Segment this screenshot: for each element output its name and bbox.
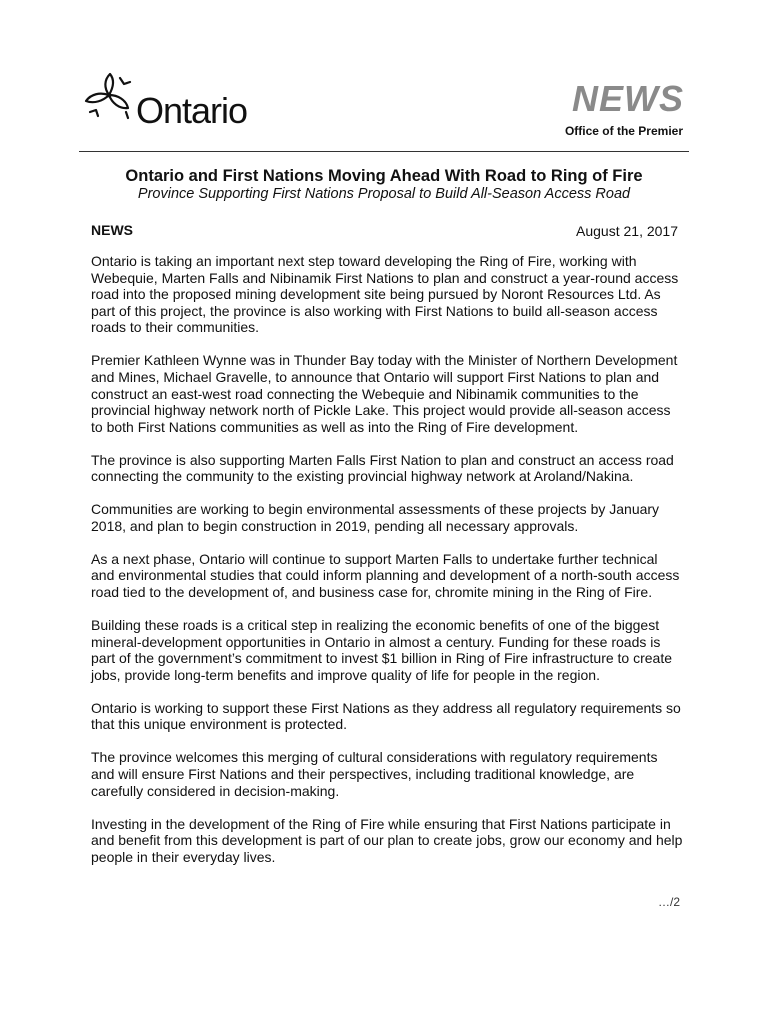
paragraph: Building these roads is a critical step in realizing the economic benefits of one of the biggest mineral-development opportunities in Ontario in almost a century. Funding for these roads is part of the government’s commitment to invest $1 billion in Ring of Fire infrastructure to create jobs, provide long-term benefits and improve quality of life for people in the region.	[91, 617, 673, 683]
paragraph: Ontario is working to support these First Nations as they address all regulatory requirements so that this unique environment is protected.	[91, 699, 681, 733]
paragraph: Investing in the development of the Ring of Fire while ensuring that First Nations participate in and benefit from this development is part of our plan to create jobs, grow our economy and help people in their everyday lives.	[91, 815, 683, 865]
paragraph: The province is also supporting Marten Falls First Nation to plan and construct an access road connecting the community to the existing provincial highway network at Aroland/Nakina.	[91, 451, 674, 485]
paragraph: Communities are working to begin environmental assessments of these projects by January 2018, and plan to begin construction in 2019, pending all necessary approvals.	[91, 501, 660, 534]
news-mark: NEWS	[572, 78, 684, 119]
release-label: NEWS	[91, 222, 133, 238]
logo-wordmark: Ontario	[136, 90, 248, 131]
header-divider	[79, 151, 689, 152]
office-name: Office of the Premier	[564, 124, 683, 138]
headline: Ontario and First Nations Moving Ahead With Road to Ring of Fire	[125, 167, 643, 185]
paragraph: As a next phase, Ontario will continue to support Marten Falls to undertake further technical and environmental studies that could inform planning and development of a north-south access road tied to the development of, and business case for, chromite mining in the Ring of Fire.	[91, 550, 680, 601]
paragraph: The province welcomes this merging of cultural considerations with regulatory requirements and will ensure First Nations and their perspectives, including traditional knowledge, are carefully considered in decision-making.	[91, 749, 658, 799]
release-body	[91, 253, 683, 882]
trillium-icon	[82, 68, 138, 128]
paragraph: Ontario is taking an important next step toward developing the Ring of Fire, working with Webequie, Marten Falls and Nibinamik First Nations to plan and construct a year-round access road into the proposed mining development site being pursued by Noront Resources Ltd. As part of this project, the province is also working with First Nations to build all-season access roads to their communities.	[91, 253, 679, 336]
ontario-logo	[82, 68, 252, 130]
paragraph: Premier Kathleen Wynne was in Thunder Bay today with the Minister of Northern Development and Mines, Michael Gravelle, to announce that Ontario will support First Nations to plan and construct an east-west road connecting the Webequie and Nibinamik communities to the provincial highway network north of Pickle Lake. This project would provide all-season access to both First Nations communities as well as into the Ring of Fire development.	[91, 352, 678, 435]
release-date: August 21, 2017	[576, 223, 678, 239]
page-indicator: …/2	[657, 895, 680, 909]
subheadline: Province Supporting First Nations Proposal to Build All-Season Access Road	[137, 186, 631, 202]
